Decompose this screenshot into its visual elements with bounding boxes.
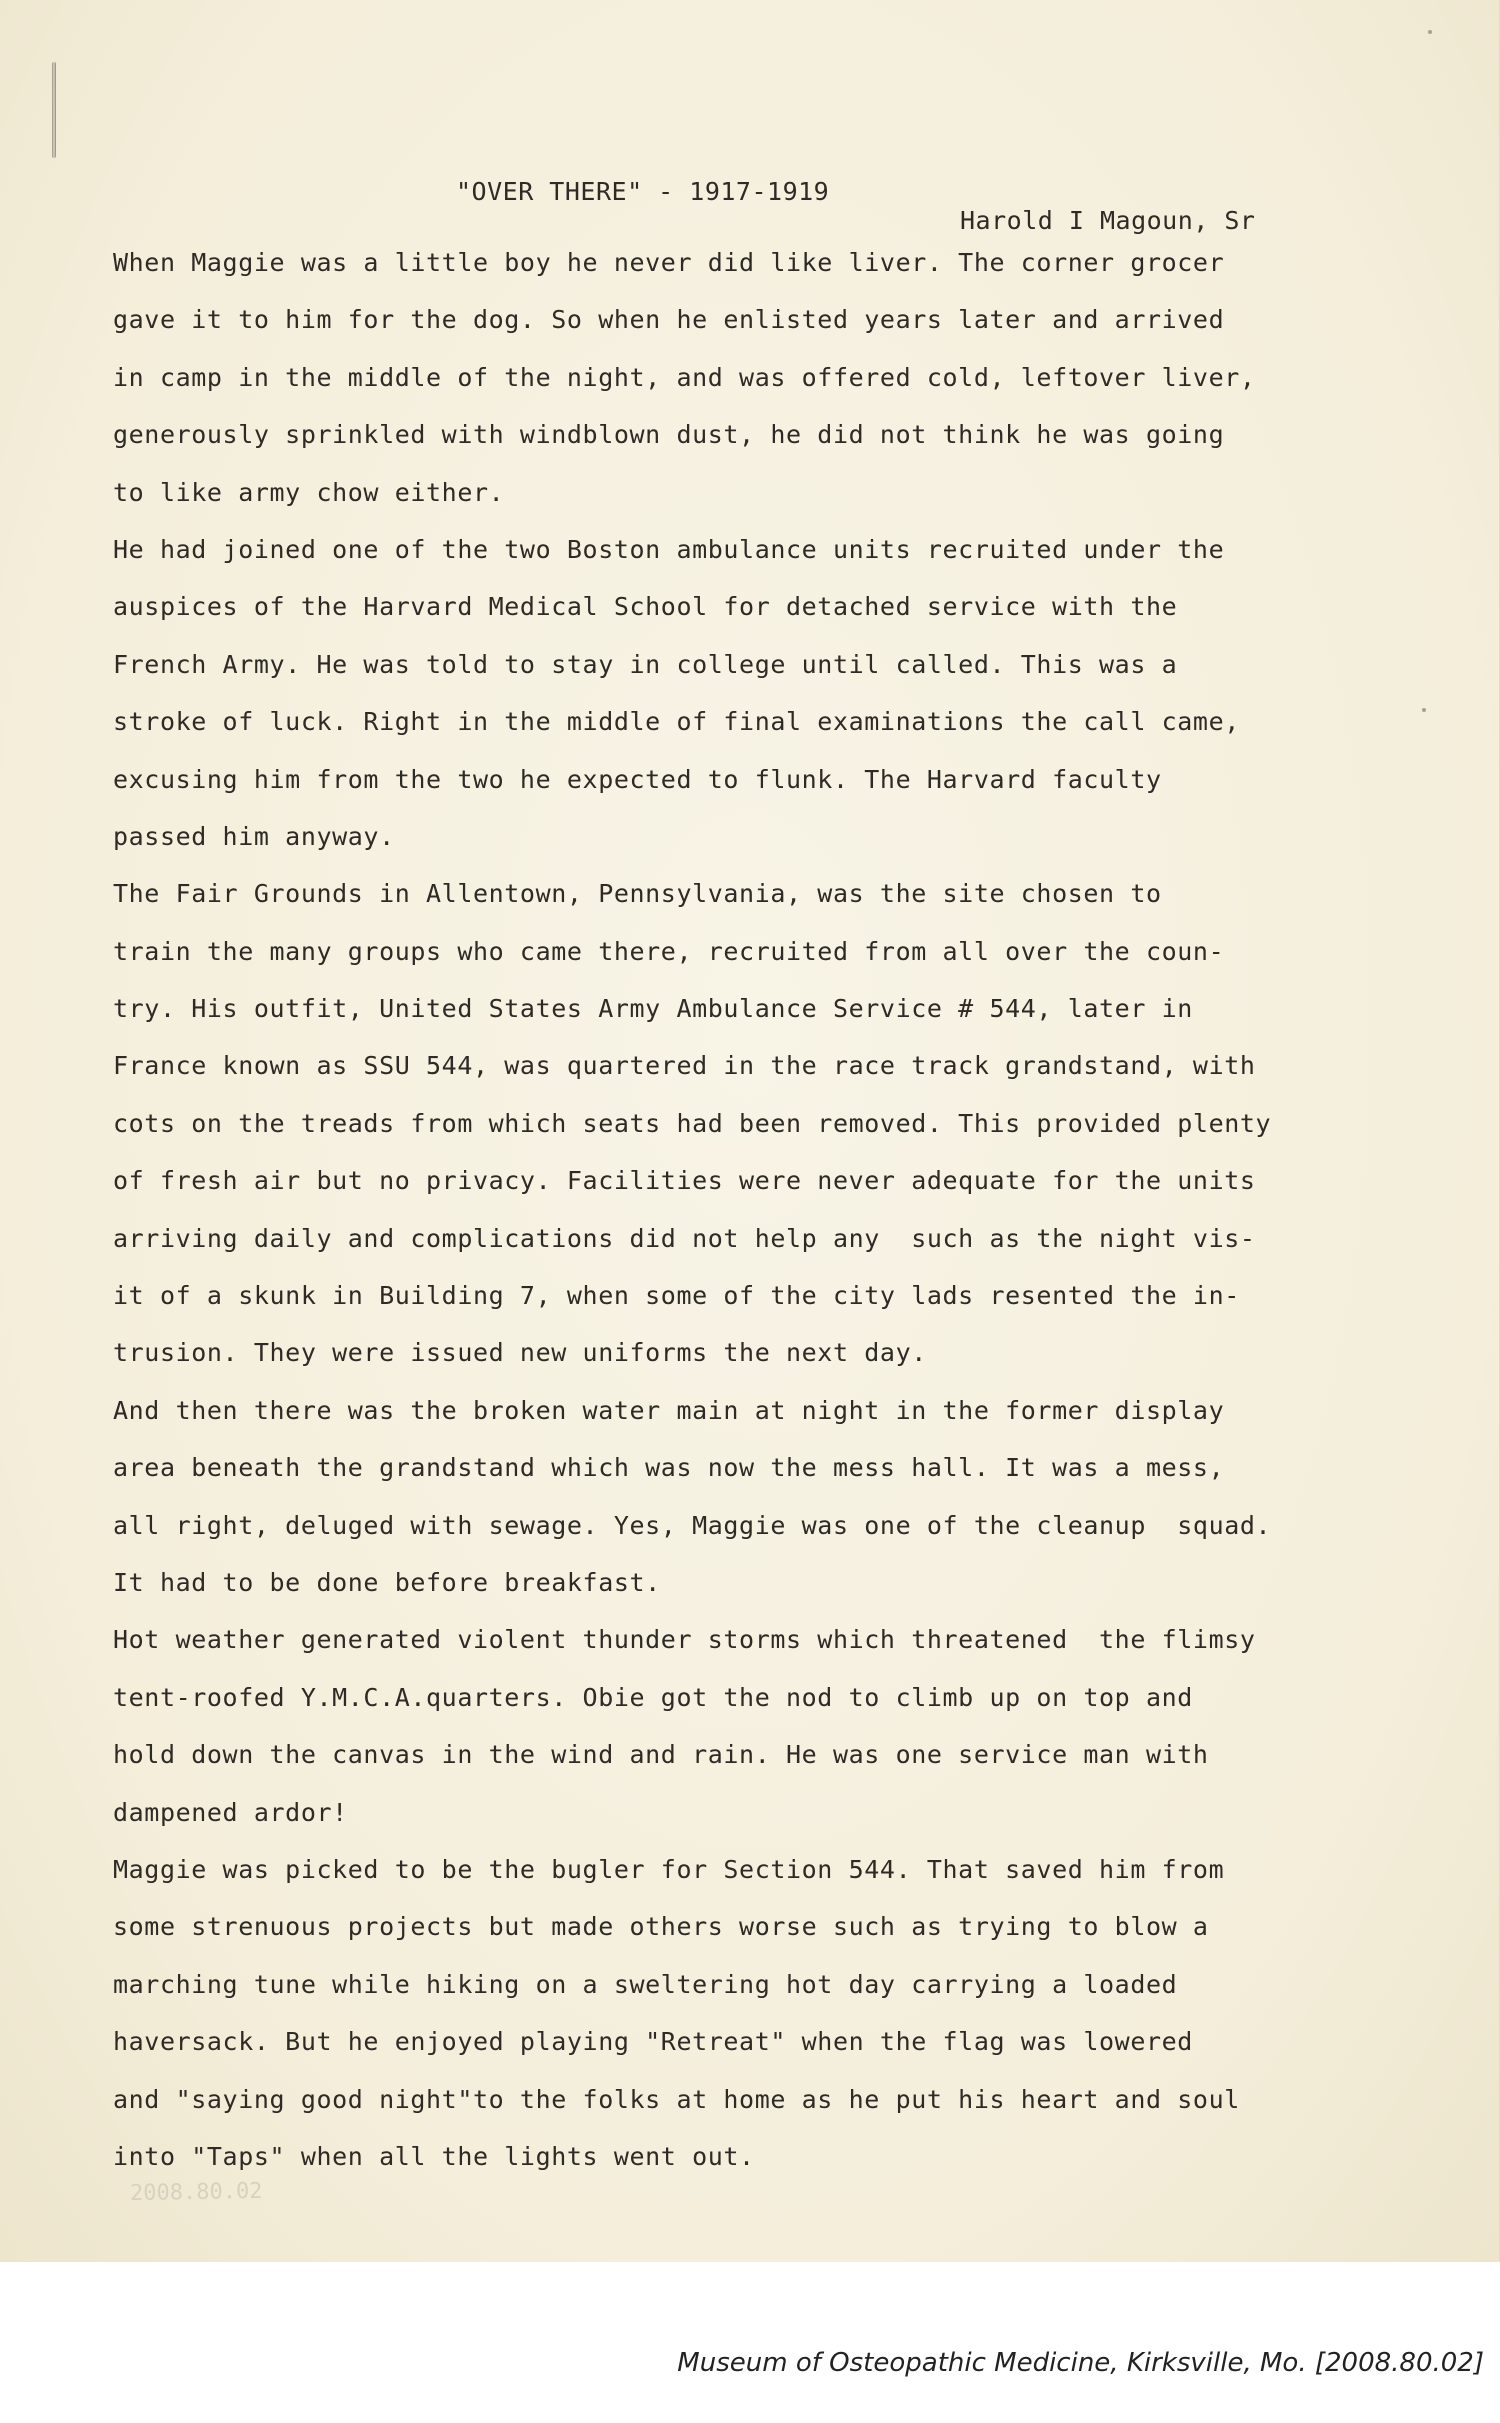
staple	[52, 62, 56, 158]
text-line: The Fair Grounds in Allentown, Pennsylvania, was the site chosen to	[113, 879, 1162, 909]
text-line: stroke of luck. Right in the middle of final examinations the call came,	[113, 707, 1240, 737]
document-author: Harold I Magoun, Sr	[960, 206, 1256, 235]
text-line: dampened ardor!	[113, 1797, 348, 1827]
text-line: French Army. He was told to stay in college until called. This was a	[113, 649, 1178, 679]
text-line: When Maggie was a little boy he never did like liver. The corner grocer	[113, 248, 1225, 277]
document-body	[113, 234, 1413, 2185]
text-line: auspices of the Harvard Medical School for detached service with the	[113, 592, 1178, 622]
text-line: gave it to him for the dog. So when he enlisted years later and arrived	[113, 305, 1225, 335]
text-line: hold down the canvas in the wind and rain. He was one service man with	[113, 1740, 1209, 1770]
document-title: "OVER THERE" - 1917-1919	[456, 177, 830, 206]
text-line: arriving daily and complications did not help any such as the night vis-	[113, 1223, 1256, 1253]
text-line: Hot weather generated violent thunder storms which threatened the flimsy	[113, 1625, 1256, 1655]
text-line: it of a skunk in Building 7, when some of the city lads resented the in-	[113, 1281, 1240, 1311]
text-line: to like army chow either.	[113, 477, 505, 507]
text-line: marching tune while hiking on a sweltering hot day carrying a loaded	[113, 1969, 1178, 1999]
text-line: area beneath the grandstand which was now the mess hall. It was a mess,	[113, 1453, 1225, 1483]
text-line: It had to be done before breakfast.	[113, 1567, 661, 1597]
text-line: in camp in the middle of the night, and was offered cold, leftover liver,	[113, 362, 1256, 392]
text-line: into "Taps" when all the lights went out.	[113, 2141, 755, 2171]
text-line: of fresh air but no privacy. Facilities were never adequate for the units	[113, 1166, 1256, 1196]
paper-speck	[1428, 30, 1432, 34]
text-line: Maggie was picked to be the bugler for Section 544. That saved him from	[113, 1854, 1225, 1884]
text-line: generously sprinkled with windblown dust, he did not think he was going	[113, 420, 1225, 450]
text-line: cots on the treads from which seats had been removed. This provided plenty	[113, 1108, 1272, 1138]
text-line: try. His outfit, United States Army Ambulance Service # 544, later in	[113, 994, 1193, 1024]
text-line: tent-roofed Y.M.C.A.quarters. Obie got the nod to climb up on top and	[113, 1682, 1193, 1712]
text-line: He had joined one of the two Boston ambulance units recruited under the	[113, 534, 1225, 564]
text-line: passed him anyway.	[113, 821, 395, 851]
text-line: train the many groups who came there, recruited from all over the coun-	[113, 936, 1225, 966]
text-line: haversack. But he enjoyed playing "Retreat" when the flag was lowered	[113, 2027, 1193, 2057]
text-line: excusing him from the two he expected to flunk. The Harvard faculty	[113, 764, 1162, 794]
text-line: some strenuous projects but made others worse such as trying to blow a	[113, 1912, 1209, 1942]
image-caption: Museum of Osteopathic Medicine, Kirksville, Mo. [2008.80.02]	[677, 2348, 1484, 2378]
text-line: trusion. They were issued new uniforms the next day.	[113, 1338, 927, 1368]
paper-speck	[1422, 708, 1426, 712]
faint-accession-mark: 2008.80.02	[129, 2178, 263, 2207]
text-line: France known as SSU 544, was quartered in the race track grandstand, with	[113, 1051, 1256, 1081]
text-line: all right, deluged with sewage. Yes, Maggie was one of the cleanup squad.	[113, 1510, 1272, 1540]
text-line: and "saying good night"to the folks at home as he put his heart and soul	[113, 2084, 1240, 2114]
text-line: And then there was the broken water main at night in the former display	[113, 1395, 1225, 1425]
